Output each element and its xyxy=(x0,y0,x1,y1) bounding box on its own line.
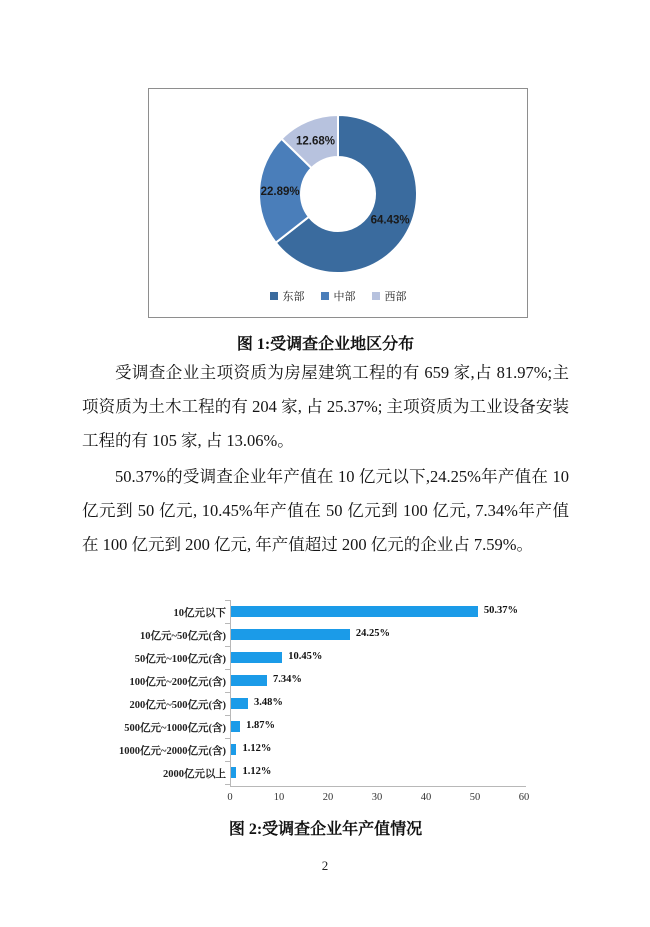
x-tick-label: 30 xyxy=(371,792,383,803)
y-axis-line xyxy=(230,600,231,786)
bar-category-label: 1000亿元~2000亿元(含) xyxy=(119,746,226,757)
x-tick-label: 40 xyxy=(420,792,432,803)
bar xyxy=(231,629,350,640)
bar xyxy=(231,721,240,732)
bar xyxy=(231,698,248,709)
page-number: 2 xyxy=(321,858,329,873)
bar-category-label: 50亿元~100亿元(含) xyxy=(134,654,226,665)
figure1-caption: 图 1:受调查企业地区分布 xyxy=(236,336,415,353)
bar xyxy=(231,652,282,663)
legend-item xyxy=(270,288,305,304)
bar-value-label: 1.12% xyxy=(242,766,272,777)
bar-category-label: 500亿元~1000亿元(含) xyxy=(124,723,226,734)
legend-swatch-icon xyxy=(372,292,380,300)
bar-value-label: 10.45% xyxy=(288,651,323,662)
legend-item xyxy=(321,288,356,304)
x-tick-label: 20 xyxy=(322,792,334,803)
donut-data-label: 12.68% xyxy=(295,135,336,148)
figure2-chart xyxy=(100,600,550,815)
figure1-chart xyxy=(148,88,528,318)
x-tick-label: 50 xyxy=(469,792,481,803)
bar-value-label: 7.34% xyxy=(272,674,302,685)
chart-legend xyxy=(149,288,527,304)
bar-category-label: 10亿元以下 xyxy=(173,608,226,619)
paragraph-output-value: 50.37%的受调查企业年产值在 10 亿元以下,24.25%年产值在 10 亿元到 50 亿元, 10.45%年产值在 50 亿元到 100 亿元, 7.34%年产值在 100 亿元到 200 亿元, 年产值超过 200 亿元的企业占 7.59%。 xyxy=(82,467,569,554)
bar xyxy=(231,744,236,755)
paragraph-qualifications: 受调查企业主项资质为房屋建筑工程的有 659 家,占 81.97%;主项资质为土木工程的有 204 家, 占 25.37%; 主项资质为工业设备安装工程的有 105 家, 占 13.06%。 xyxy=(82,363,569,450)
x-axis-line xyxy=(230,786,526,787)
bar-category-label: 200亿元~500亿元(含) xyxy=(129,700,226,711)
bar-value-label: 24.25% xyxy=(355,628,390,639)
legend-item xyxy=(372,288,407,304)
legend-label: 中部 xyxy=(333,291,356,303)
legend-swatch-icon xyxy=(270,292,278,300)
donut-data-label: 64.43% xyxy=(370,214,410,227)
bar-value-label: 3.48% xyxy=(254,697,283,708)
legend-swatch-icon xyxy=(321,292,329,300)
donut-data-label: 22.89% xyxy=(260,185,300,198)
figure2-caption: 图 2:受调查企业年产值情况 xyxy=(228,821,423,838)
donut-chart xyxy=(149,89,526,316)
bar-category-label: 100亿元~200亿元(含) xyxy=(129,677,226,688)
bar-value-label: 1.12% xyxy=(242,743,272,754)
x-tick-label: 60 xyxy=(518,792,530,803)
bar-category-label: 2000亿元以上 xyxy=(163,769,226,780)
bar xyxy=(231,606,478,617)
bar xyxy=(231,675,267,686)
bar-value-label: 1.87% xyxy=(246,720,276,731)
legend-label: 东部 xyxy=(282,291,305,303)
legend-label: 西部 xyxy=(384,291,407,303)
bar xyxy=(231,767,236,778)
bar-category-label: 10亿元~50亿元(含) xyxy=(140,631,226,642)
x-tick-label: 0 xyxy=(227,792,233,803)
x-tick-label: 10 xyxy=(273,792,285,803)
bar-value-label: 50.37% xyxy=(483,605,518,616)
